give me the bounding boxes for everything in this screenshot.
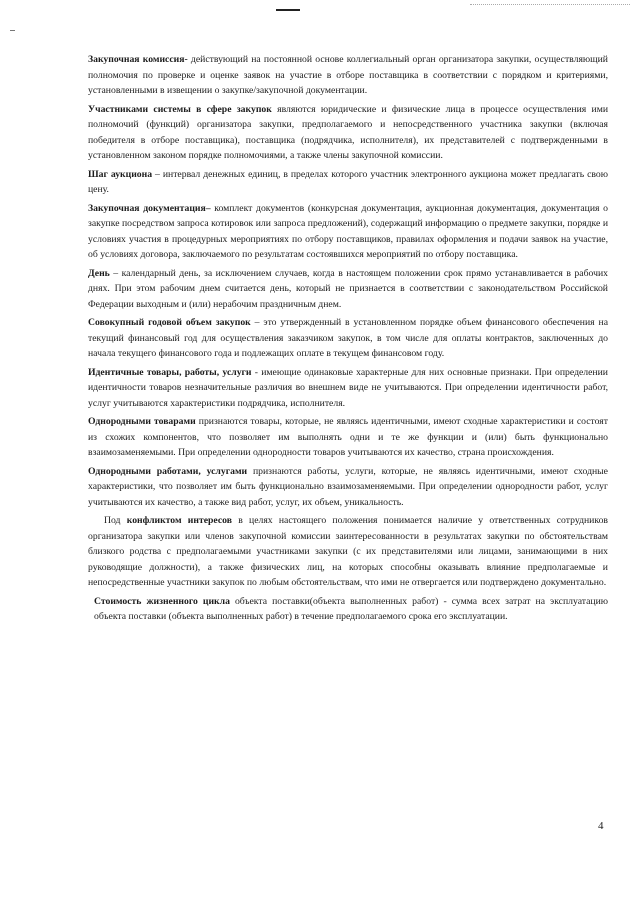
lead-text: Под [104, 515, 127, 526]
scan-line [470, 4, 630, 5]
term: Закупочная документация– [88, 202, 211, 214]
definition-text: – календарный день, за исключением случаев, когда в настоящем положении срок прямо устанавливается в рабочих днях. При этом рабочим днем считается день, который не признается в соответствии с законодательством Российской Федерации выходным и (или) нерабочим праздничным днем. [88, 267, 608, 310]
term: Однородными работами, услугами [88, 465, 248, 477]
definition-life-cycle-cost [88, 594, 608, 625]
definition-auction-step [88, 167, 608, 198]
definition-day [88, 266, 608, 313]
definition-homogeneous-goods [88, 414, 608, 461]
definition-text: - имеющие одинаковые характерные для них основные признаки. При определении идентичности товаров незначительные различия во внешнем виде не учитываются. При определении идентичности работ, услуг учитываются характеристики подрядчика, исполнителя. [88, 366, 608, 409]
definition-text: признаются товары, которые, не являясь идентичными, имеют сходные характеристики и состоят из схожих компонентов, что позволяет им выполнять одни и те же функции и (или) быть функционально взаимозаменяемыми. При определении однородности товаров учитываются их качество, страна происхождения. [88, 416, 608, 458]
scan-mark [276, 9, 300, 11]
term: Закупочная комиссия- [88, 54, 188, 65]
page-number: 4 [598, 820, 604, 832]
definition-text: – интервал денежных единиц, в пределах которого участник электронного аукциона может предлагать свою цену. [88, 168, 608, 195]
term: День [88, 267, 110, 279]
definition-procurement-documentation [88, 201, 608, 263]
definition-homogeneous-works [88, 464, 608, 511]
term: Идентичные товары, работы, услуги [88, 366, 252, 378]
term: Шаг аукциона [88, 168, 153, 180]
definition-text: комплект документов (конкурсная документация, аукционная документация, документация о закупке посредством запроса котировок или запроса предложений), содержащий информацию о предмете закупки, порядке и условиях участия в процедурных мероприятиях по отбору поставщиков, правилах оформления и подачи заявок на участие, об условиях договора, заключаемого по результатам состоявшихся мероприятий по отбору поставщика. [88, 202, 609, 260]
margin-tick [10, 30, 15, 31]
term: Стоимость жизненного цикла [94, 595, 230, 607]
definition-text: – это утвержденный в установленном порядке объем финансового обеспечения на текущий финансовый год для осуществления заказчиком закупок, в том числе для оплаты контрактов, заключенных до начала текущего финансового года и подлежащих оплате в текущем финансовом году. [88, 317, 609, 359]
term: Участниками системы в сфере закупок [88, 103, 272, 115]
document-body [88, 52, 608, 628]
definition-conflict-of-interest [88, 513, 608, 591]
definition-text: в целях настоящего положения понимается наличие у ответственных сотрудников организатора закупки или членов закупочной комиссии заинтересованности в результатах закупки по обстоятельствам близкого родства с предполагаемыми участниками закупки (с их представителями или лицами, занимающими в них руководящие должности), а также физических лиц, на которых способны оказывать влияние предполагаемые и непосредственные участники закупок по любым обстоятельствам, что ими не отвергается или подтверждено документально. [88, 515, 609, 588]
definition-text: действующий на постоянной основе коллегиальный орган организатора закупки, осуществляющий полномочия по проверке и оценке заявок на участие в отборе поставщика в соответствии с порядком и критериями, установленными в извещении о закупке/закупочной документации. [88, 54, 608, 96]
definition-text: объекта поставки(объекта выполненных работ) - сумма всех затрат на эксплуатацию объекта поставки (объекта выполненных работ) в течение предполагаемого срока его эксплуатации. [94, 595, 608, 622]
term: Совокупный годовой объем закупок [88, 317, 251, 328]
definition-system-participants [88, 102, 608, 164]
definition-procurement-commission [88, 52, 608, 99]
term: Однородными товарами [88, 416, 196, 427]
term: конфликтом интересов [126, 515, 232, 526]
definition-text: признаются работы, услуги, которые, не являясь идентичными, имеют сходные характеристики, что позволяет им быть функционально взаимозаменяемыми. При определении однородности работ, услуг учитываются их качество, а также вид работ, услуг, их объем, уникальность. [88, 465, 608, 508]
definition-annual-volume [88, 315, 608, 362]
definition-identical-goods [88, 365, 608, 412]
definition-text: являются юридические и физические лица в процессе осуществления ими полномочий (функций) организатора закупки, предполагаемого и непосредственного участника закупки (включая победителя в отборе поставщика), поставщика (подрядчика, исполнителя), их представителей с подтвержденными в установленном законом порядке полномочиями, а также члены закупочной комиссии. [88, 103, 609, 161]
